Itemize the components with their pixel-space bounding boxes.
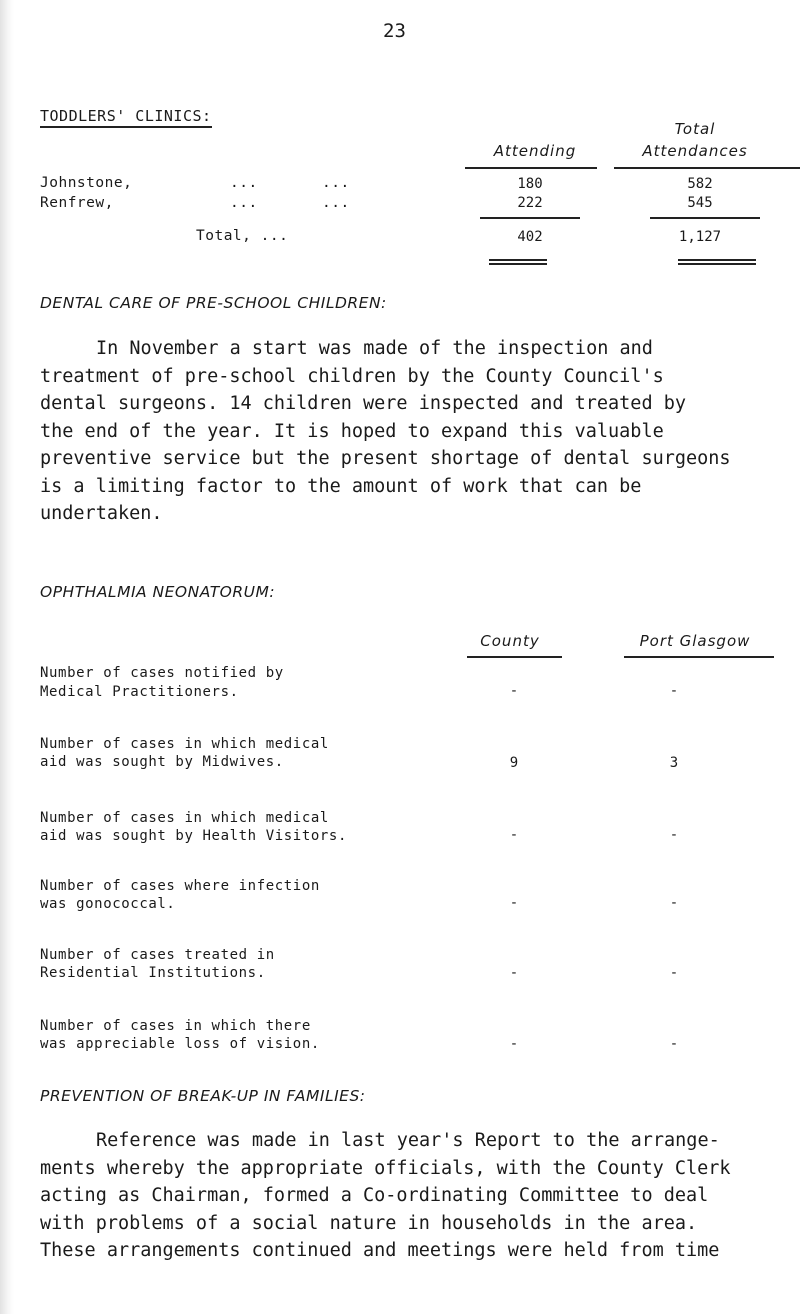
port-glasgow-header-rule [624, 656, 774, 658]
page-edge-shadow [0, 0, 14, 1314]
county-value: - [509, 965, 519, 981]
total-double-rule-bottom [678, 263, 756, 265]
port-glasgow-value: - [669, 1036, 679, 1052]
ophthalmia-heading: OPHTHALMIA NEONATORUM: [40, 583, 276, 601]
paragraph-line: with problems of a social nature in households in the area. [40, 1212, 698, 1234]
county-value: - [509, 1036, 519, 1052]
attending-double-rule-bottom [489, 263, 547, 265]
paragraph-line: dental surgeons. 14 children were inspected and treated by [40, 393, 687, 414]
toddlers-heading: TODDLERS' CLINICS: [40, 107, 212, 128]
total-attending-value: 402 [517, 229, 543, 245]
case-label-line1: Number of cases in which there [40, 1018, 311, 1034]
paragraph-line: the end of the year. It is hoped to expand this valuable [40, 420, 664, 442]
row-label: Renfrew, [40, 195, 114, 211]
case-label-line2: aid was sought by Health Visitors. [40, 828, 347, 844]
case-label-line1: Number of cases where infection [40, 878, 320, 894]
paragraph-line: is a limiting factor to the amount of work that can be [40, 475, 642, 497]
case-label-line2: aid was sought by Midwives. [40, 754, 284, 770]
county-value: - [509, 895, 519, 911]
case-label-line2: was gonococcal. [40, 896, 176, 912]
attending-header-rule [465, 167, 597, 169]
total-value: 545 [687, 195, 713, 211]
paragraph-line: ments whereby the appropriate officials, with the County Clerk [40, 1157, 731, 1179]
attending-sum-rule [480, 217, 580, 219]
county-value: 9 [509, 755, 519, 771]
row-label: Johnstone, [40, 175, 133, 191]
attending-value: 222 [517, 195, 543, 211]
row-dots: ... [230, 175, 258, 191]
paragraph-line: Reference was made in last year's Report to the arrange- [96, 1130, 720, 1151]
paragraph-line: preventive service but the present shortage of dental surgeons [40, 448, 731, 469]
case-label-line2: was appreciable loss of vision. [40, 1036, 320, 1052]
case-label-line1: Number of cases in which medical [40, 736, 329, 752]
total-label: Total, ... [196, 228, 289, 244]
county-header-rule [467, 656, 562, 658]
row-dots: ... [322, 175, 350, 191]
row-dots: ... [230, 195, 258, 211]
port-glasgow-value: - [669, 827, 679, 843]
paragraph-line: These arrangements continued and meetings were held from time [40, 1240, 720, 1261]
port-glasgow-value: 3 [669, 755, 679, 771]
col-total-header-line1: Total [674, 120, 716, 138]
total-value: 582 [687, 176, 713, 192]
col-port-glasgow-header: Port Glasgow [639, 632, 751, 650]
total-double-rule-top [678, 259, 756, 261]
county-value: - [509, 683, 519, 699]
case-label-line1: Number of cases in which medical [40, 810, 329, 826]
paragraph-line: In November a start was made of the inspection and [96, 338, 653, 359]
port-glasgow-value: - [669, 895, 679, 911]
attending-double-rule-top [489, 259, 547, 261]
county-value: - [509, 827, 519, 843]
row-dots: ... [322, 195, 350, 211]
port-glasgow-value: - [669, 965, 679, 981]
paragraph-line: acting as Chairman, formed a Co-ordinating Committee to deal [40, 1185, 709, 1206]
paragraph-line: undertaken. [40, 503, 163, 524]
attending-value: 180 [517, 176, 543, 192]
col-total-header-line2: Attendances [642, 142, 748, 160]
paragraph-line: treatment of pre-school children by the County Council's [40, 365, 664, 387]
case-label-line1: Number of cases treated in [40, 947, 275, 963]
page-number: 23 [383, 20, 406, 42]
case-label-line1: Number of cases notified by [40, 665, 284, 681]
col-attending-header: Attending [493, 142, 577, 160]
dental-paragraph [40, 335, 770, 528]
port-glasgow-value: - [669, 683, 679, 699]
total-attendances-value: 1,127 [678, 229, 722, 245]
dental-heading: DENTAL CARE OF PRE-SCHOOL CHILDREN: [40, 294, 387, 312]
total-sum-rule [650, 217, 760, 219]
prevention-paragraph [40, 1127, 770, 1265]
col-county-header: County [480, 632, 540, 650]
case-label-line2: Residential Institutions. [40, 965, 266, 981]
prevention-heading: PREVENTION OF BREAK-UP IN FAMILIES: [40, 1087, 366, 1105]
total-header-rule [614, 167, 800, 169]
case-label-line2: Medical Practitioners. [40, 684, 239, 700]
